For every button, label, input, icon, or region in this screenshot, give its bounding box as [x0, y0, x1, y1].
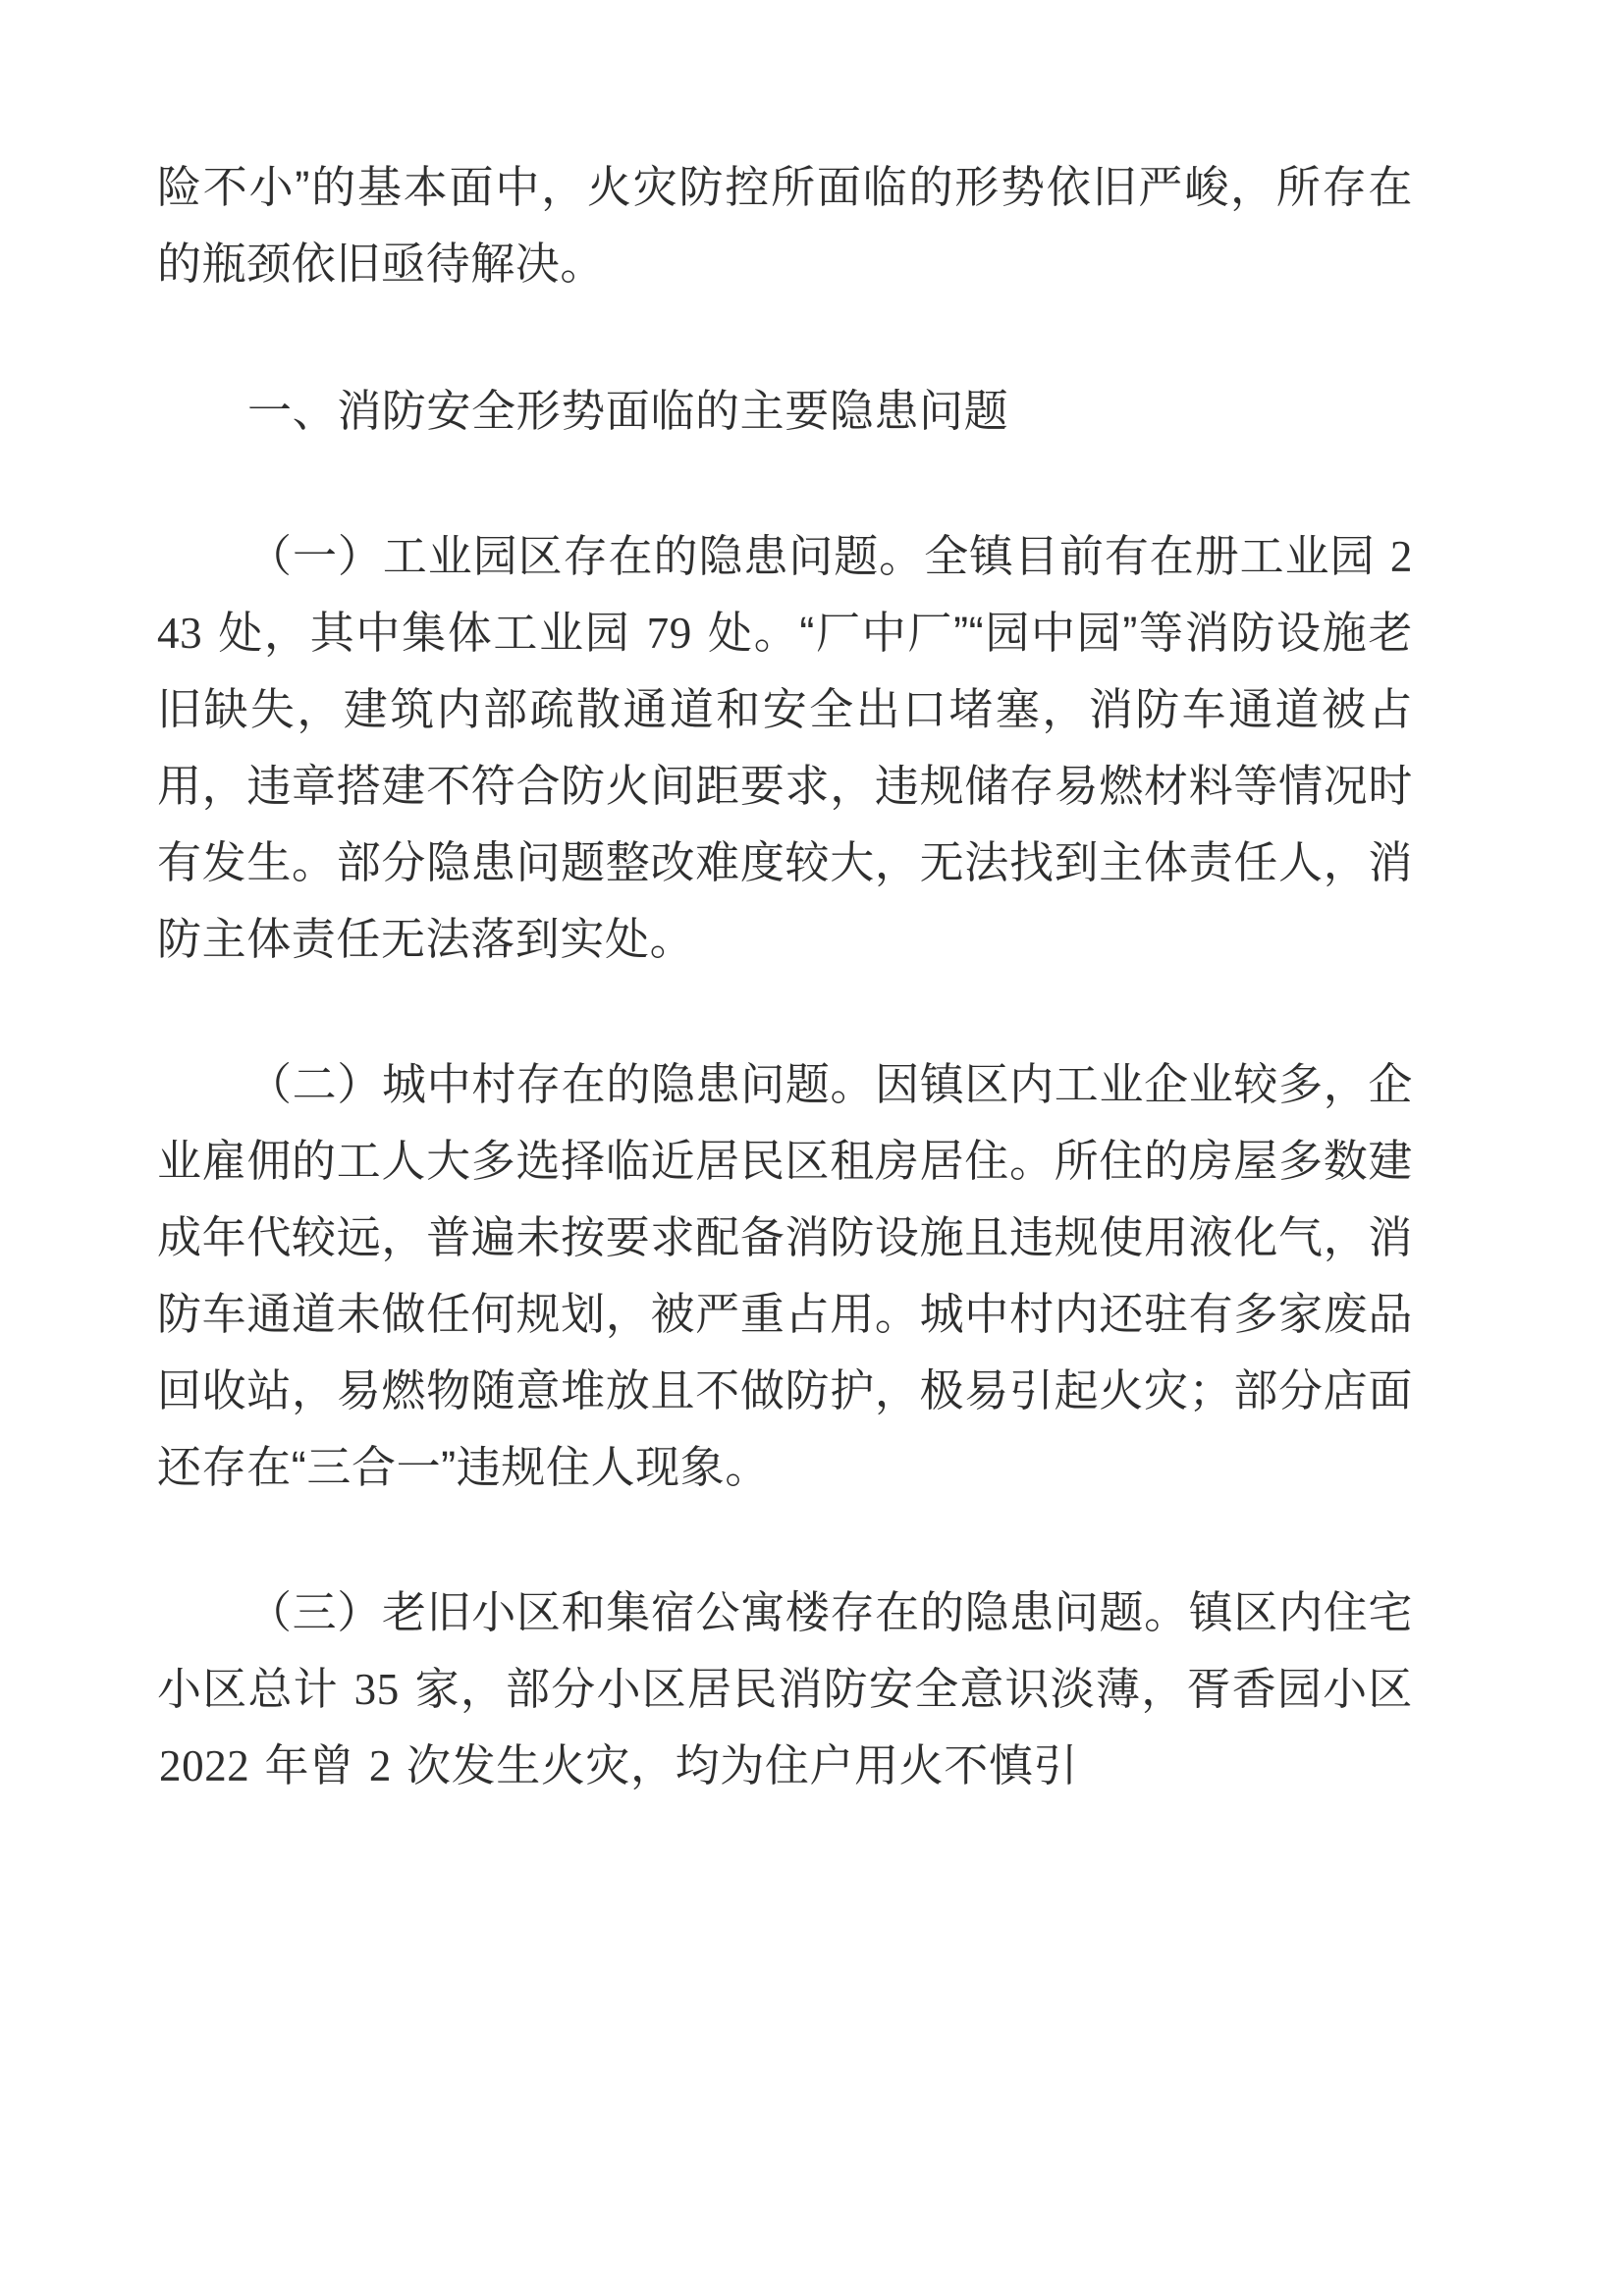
- cjk-run: （二）城中村存在的隐患问题。因镇区内工业企业较多，企业雇佣的工人大多选择临近居民区租房居住。所住的房屋多数建成年代较远，普遍未按要求配备消防设施且违规使用液化气，消防车通道未做任何规划，被严重占用。城中村内还驻有多家废品回收站，易燃物随意堆放且不做防护，极易引起火灾；部分店面还存在“三合一”违规住人现象。: [157, 1059, 1413, 1492]
- cjk-run: 处。“厂中厂”“园中园”等消防设施老旧缺失，建筑内部疏散通道和安全出口堵塞，消防车通道被占用，违章搭建不符合防火间距要求，违规储存易燃材料等情况时有发生。部分隐患问题整改难度较大，无法找到主体责任人，消防主体责任无法落到实处。: [157, 608, 1413, 964]
- subsection-paragraph-1: [157, 518, 1413, 978]
- subsection-paragraph-3: [157, 1575, 1413, 1804]
- cjk-run: 一、消防安全形势面临的主要隐患问题: [247, 386, 1009, 436]
- section-heading-1: [157, 373, 1413, 450]
- cjk-run: 年曾: [251, 1740, 367, 1790]
- cjk-run: （一）工业园区存在的隐患问题。全镇目前有在册工业园: [247, 531, 1388, 581]
- cjk-run: （三）老旧小区和集宿公寓楼存在的隐患问题。镇区内住宅小区总计: [157, 1587, 1413, 1714]
- body-paragraph-continued: [157, 149, 1413, 302]
- numeric-value: 35: [353, 1665, 400, 1714]
- numeric-value: 243: [157, 532, 1413, 658]
- cjk-run: 家，部分小区居民消防安全意识淡薄，胥香园小区: [401, 1664, 1413, 1714]
- numeric-value: 2: [368, 1741, 392, 1790]
- numeric-value: 2022: [159, 1741, 250, 1790]
- cjk-run: 次发生火灾，均为住户用火不慎引: [393, 1740, 1079, 1790]
- cjk-run: 险不小”的基本面中，火灾防控所面临的形势依旧严峻，所存在的瓶颈依旧亟待解决。: [157, 162, 1413, 289]
- subsection-paragraph-2: [157, 1046, 1413, 1506]
- numeric-value: 79: [646, 609, 692, 658]
- cjk-run: 处，其中集体工业园: [204, 608, 645, 658]
